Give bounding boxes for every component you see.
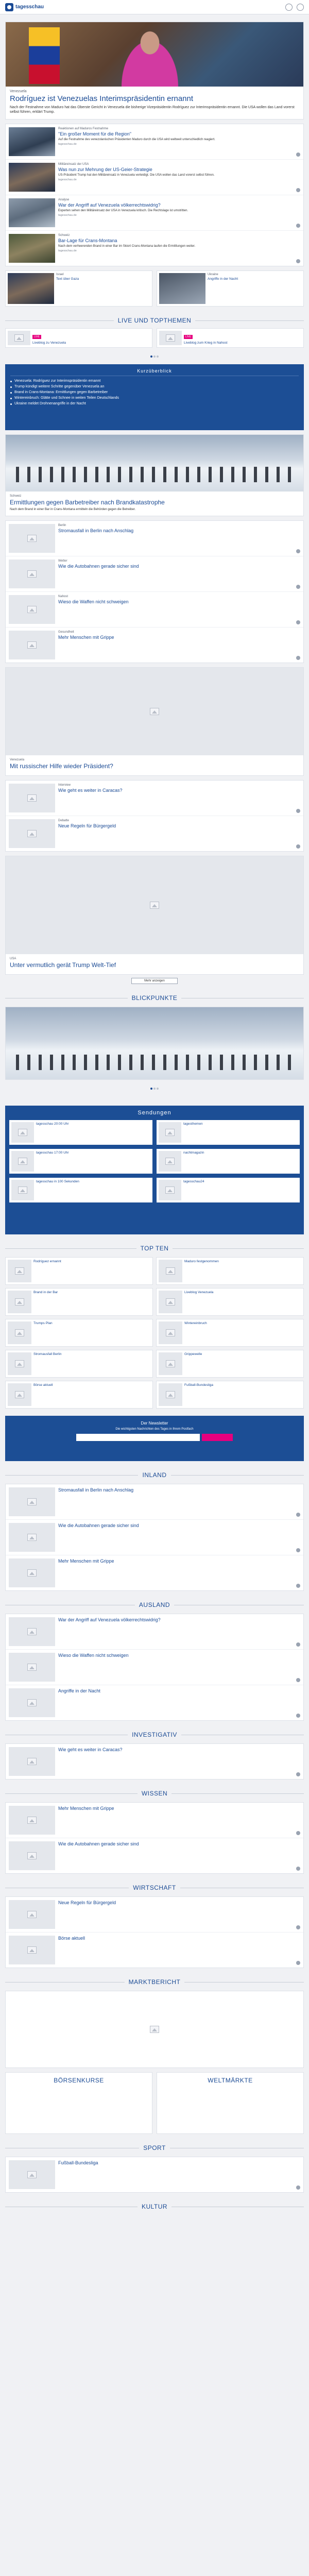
thumbnail (9, 198, 55, 227)
more-list (5, 780, 304, 852)
topten-card[interactable] (156, 1288, 304, 1316)
thumbnail (9, 234, 55, 263)
topten-title[interactable]: Wintereinbruch (184, 1321, 207, 1325)
topten-title[interactable]: Liveblog Venezuela (184, 1290, 214, 1294)
share-icon[interactable] (296, 1961, 300, 1965)
section-header-markt: MARKTBERICHT (0, 1977, 309, 1987)
sendung-title[interactable]: nachtmagazin (183, 1150, 204, 1155)
section-header-topten: TOP TEN (0, 1244, 309, 1253)
thumbnail (8, 331, 30, 345)
thumbnail (9, 1653, 55, 1682)
section-header-ausland: AUSLAND (0, 1600, 309, 1609)
list-item[interactable] (6, 124, 303, 160)
sendung-card[interactable] (9, 1120, 152, 1145)
logo[interactable] (5, 3, 44, 11)
item-kicker: Schweiz (58, 233, 70, 237)
list-item[interactable] (6, 1897, 303, 1933)
logo-icon (5, 3, 13, 11)
search-icon[interactable] (285, 4, 293, 11)
share-icon[interactable] (296, 2185, 300, 2190)
thumbnail (9, 1558, 55, 1587)
thumbnail (9, 1841, 55, 1870)
thumbnail (9, 1487, 55, 1516)
sendung-card[interactable] (157, 1149, 300, 1174)
article-image (6, 1007, 303, 1079)
topten-card[interactable] (5, 1319, 153, 1347)
topten-title[interactable]: Rodríguez ernannt (33, 1259, 61, 1263)
small-pair (5, 270, 304, 307)
item-title[interactable]: Wie die Autobahnen gerade sicher sind (58, 563, 139, 569)
thumbnail (9, 1523, 55, 1552)
brief-item[interactable]: Trump kündigt weitere Schritte gegenüber Venezuela an (10, 385, 299, 388)
thumbnail (8, 1291, 31, 1313)
list-item[interactable] (6, 1484, 303, 1520)
big-article[interactable] (5, 667, 304, 776)
thumbnail (8, 1383, 31, 1406)
thumbnail (11, 1122, 34, 1143)
topten-title[interactable]: Börse aktuell (33, 1383, 53, 1387)
list-item[interactable] (6, 816, 303, 851)
newsletter-submit-button[interactable] (202, 1434, 233, 1441)
item-title[interactable]: War der Angriff auf Venezuela völkerrechtswidrig? (58, 202, 161, 208)
item-kicker: USA (10, 957, 16, 960)
item-title[interactable]: "Ein großer Moment für die Region" (58, 131, 131, 137)
item-text: Auf die Festnahme des venezolanischen Präsidenten Maduro durch die USA wird weltweit unterschiedlich reagiert. (58, 138, 215, 141)
section-header-kultur: KULTUR (0, 2202, 309, 2211)
item-kicker: Reaktionen auf Maduros Festnahme (58, 127, 109, 130)
thumbnail (9, 2160, 55, 2189)
list-item[interactable] (6, 1614, 303, 1650)
wissen-list (5, 1802, 304, 1874)
thumbnail (11, 1180, 34, 1200)
thumbnail (8, 273, 54, 304)
item-title[interactable]: Mehr Menschen mit Grippe (58, 1805, 114, 1811)
item-title[interactable]: Börse aktuell (58, 1935, 85, 1941)
list-item[interactable] (6, 592, 303, 628)
brief-item[interactable]: Brand in Crans-Montana: Ermittlungen gegen Barbetreiber (10, 391, 299, 394)
item-title[interactable]: Neue Regeln für Bürgergeld (58, 1900, 116, 1905)
sendung-card[interactable] (9, 1178, 152, 1202)
item-title[interactable]: Unter vermutlich gerät Trump Welt-Tief (10, 961, 116, 969)
share-icon[interactable] (296, 549, 300, 553)
weltmaerkte-box[interactable]: WELTMÄRKTE (157, 2072, 304, 2134)
list-item[interactable] (6, 195, 303, 231)
item-title[interactable]: Mehr Menschen mit Grippe (58, 1558, 114, 1564)
item-title[interactable]: Wie die Autobahnen gerade sicher sind (58, 1841, 139, 1846)
article-image (6, 435, 303, 492)
item-kicker: Venezuela (10, 758, 25, 761)
item-kicker: Gesundheit (58, 630, 74, 634)
section-header-investigativ: INVESTIGATIV (0, 1730, 309, 1739)
item-kicker: Ukraine (208, 273, 218, 276)
thumbnail (9, 1936, 55, 1964)
thumbnail (8, 1352, 31, 1375)
logo-text: tagesschau (15, 4, 44, 10)
brief-box (5, 364, 304, 430)
menu-icon[interactable] (297, 4, 304, 11)
brief-title: Kurzüberblick (10, 368, 299, 376)
flag-image (29, 27, 60, 84)
wirtschaft-list (5, 1896, 304, 1968)
item-title[interactable]: Angriffe in der Nacht (58, 1688, 100, 1693)
hero-image (6, 22, 303, 87)
topten-card[interactable] (5, 1381, 153, 1409)
sendungen-title: Sendungen (138, 1109, 171, 1116)
item-kicker: Berlin (58, 523, 66, 527)
list-item[interactable] (6, 1933, 303, 1968)
topten-title[interactable]: Stromausfall Berlin (33, 1352, 62, 1356)
more-button[interactable]: Mehr anzeigen (131, 978, 178, 984)
item-title[interactable]: Wie geht es weiter in Caracas? (58, 787, 123, 793)
thumbnail (159, 331, 182, 345)
share-icon[interactable] (296, 585, 300, 589)
thumbnail (9, 1900, 55, 1929)
list-item[interactable] (6, 521, 303, 556)
live-badge: LIVE (184, 335, 193, 339)
list-item[interactable] (6, 1803, 303, 1838)
item-title[interactable]: Stromausfall in Berlin nach Anschlag (58, 1487, 134, 1493)
brief-item[interactable]: Venezuela: Rodríguez zur Interimspräsidentin ernannt (10, 379, 299, 383)
mid-list (5, 520, 304, 663)
topten-title[interactable]: Brand in der Bar (33, 1290, 58, 1294)
carousel-dots[interactable] (0, 1083, 309, 1092)
topten-title[interactable]: Maduro festgenommen (184, 1259, 219, 1263)
share-icon[interactable] (296, 1714, 300, 1718)
brief-item[interactable]: Wintereinbruch: Glätte und Schnee in weiten Teilen Deutschlands (10, 396, 299, 400)
list-item[interactable] (6, 1650, 303, 1685)
sendung-card[interactable] (157, 1120, 300, 1145)
thumbnail (159, 1352, 182, 1375)
ausland-list (5, 1614, 304, 1721)
market-chart[interactable] (5, 1991, 304, 2068)
small-card[interactable] (5, 270, 152, 307)
item-kicker: Israel (56, 273, 64, 276)
list-item[interactable] (6, 1685, 303, 1720)
share-icon[interactable] (296, 1584, 300, 1588)
list-item[interactable] (6, 2157, 303, 2192)
live-carousel (5, 328, 304, 348)
thumbnail (9, 595, 55, 624)
thumbnail (159, 1260, 182, 1282)
investigativ-list (5, 1743, 304, 1780)
thumbnail (159, 273, 205, 304)
share-icon[interactable] (296, 1513, 300, 1517)
live-card[interactable] (5, 328, 152, 348)
share-icon[interactable] (296, 1867, 300, 1871)
item-kicker: Militäreinsatz der USA (58, 162, 89, 166)
live-card[interactable] (157, 328, 304, 348)
topten-grid (5, 1257, 304, 1409)
newsletter-box (5, 1416, 304, 1461)
share-icon[interactable] (296, 620, 300, 624)
item-kicker: Debatte (58, 819, 70, 822)
item-title[interactable]: Mehr Menschen mit Grippe (58, 634, 114, 640)
list-item[interactable] (6, 556, 303, 592)
article-image (6, 668, 303, 755)
item-title[interactable]: War der Angriff auf Venezuela völkerrechtswidrig? (58, 1617, 161, 1622)
item-text: US-Präsident Trump hat den Militäreinsatz in Venezuela verteidigt. Die USA wollen das Land vorerst selbst führen. (58, 173, 215, 177)
thumbnail (159, 1321, 182, 1344)
share-icon[interactable] (296, 1548, 300, 1552)
item-title[interactable]: Wieso die Waffen nicht schweigen (58, 1652, 129, 1658)
item-meta: tagesschau.de (58, 213, 77, 217)
topten-card[interactable] (5, 1350, 153, 1378)
thumbnail (159, 1383, 182, 1406)
item-kicker: Interview (58, 783, 71, 787)
sendung-title[interactable]: tagesschau in 100 Sekunden (36, 1179, 79, 1183)
person-image (114, 28, 186, 87)
item-meta: tagesschau.de (58, 178, 77, 181)
big-article[interactable] (5, 434, 304, 516)
thumbnail (9, 784, 55, 812)
share-icon[interactable] (296, 224, 300, 228)
thumbnail (9, 1688, 55, 1717)
share-icon[interactable] (296, 1772, 300, 1776)
topten-card[interactable] (5, 1288, 153, 1316)
list-item[interactable] (6, 160, 303, 195)
item-title[interactable]: Was nun zur Mehrung der US-Geier-Strategie (58, 166, 152, 172)
hero-text: Nach der Festnahme von Maduro hat das Oberste Gericht in Venezuela die bisherige Vizepräsidentin Rodríguez zur Interimspräsidentin ernannt. Die USA wollen das Land vorerst selbst führen, erklärt Trump. (10, 106, 295, 114)
item-kicker: Analyse (58, 198, 70, 201)
sendung-title[interactable]: tagesschau24 (183, 1179, 204, 1183)
thumbnail (159, 1151, 181, 1172)
item-title[interactable]: Bar-Lage für Crans-Montana (58, 238, 117, 243)
item-meta: tagesschau.de (58, 249, 77, 252)
exchange-boxes (5, 2072, 304, 2134)
item-text: Nach dem Brand in einer Bar in Crans-Montana ermitteln die Behörden gegen die Betreiber. (10, 507, 136, 511)
topten-card[interactable] (5, 1257, 153, 1285)
sendung-title[interactable]: tagesschau 17:00 Uhr (36, 1150, 69, 1155)
thumbnail (9, 1747, 55, 1776)
thumbnail (8, 1321, 31, 1344)
sport-list (5, 2157, 304, 2193)
sendung-card[interactable] (157, 1178, 300, 1202)
hero-article[interactable] (5, 22, 304, 120)
sendungen-box (5, 1106, 304, 1234)
thumbnail (9, 560, 55, 588)
thumbnail (8, 1260, 31, 1282)
item-text: Nach dem verheerenden Brand in einer Bar im Skiort Crans-Montana laufen die Ermittlungen weiter. (58, 244, 196, 248)
topten-title[interactable]: Fußball-Bundesliga (184, 1383, 214, 1387)
small-card[interactable] (157, 270, 304, 307)
thumbnail (9, 127, 55, 156)
big-article[interactable] (5, 856, 304, 975)
share-icon[interactable] (296, 809, 300, 813)
share-icon[interactable] (296, 1678, 300, 1682)
list-item[interactable] (6, 628, 303, 663)
thumbnail (9, 819, 55, 848)
sendung-title[interactable]: tagesthemen (183, 1122, 203, 1126)
topten-card[interactable] (156, 1350, 304, 1378)
list-item[interactable] (6, 1744, 303, 1779)
topten-card[interactable] (156, 1319, 304, 1347)
blickpunkt-article[interactable] (5, 1007, 304, 1080)
hero-kicker: Venezuela (10, 90, 27, 93)
share-icon[interactable] (296, 1642, 300, 1647)
live-badge: LIVE (32, 335, 41, 339)
section-header-wirtschaft: WIRTSCHAFT (0, 1883, 309, 1892)
item-text: Experten sehen den Militäreinsatz der USA in Venezuela kritisch. Die Rechtslage ist umstritten. (58, 209, 188, 212)
item-meta: tagesschau.de (58, 142, 77, 146)
share-icon[interactable] (296, 1831, 300, 1835)
thumbnail (9, 1806, 55, 1835)
topten-card[interactable] (156, 1257, 304, 1285)
item-title[interactable]: Wie die Autobahnen gerade sicher sind (58, 1522, 139, 1528)
thumbnail (159, 1291, 182, 1313)
item-title[interactable]: Neue Regeln für Bürgergeld (58, 823, 116, 828)
share-icon[interactable] (296, 188, 300, 192)
list-item[interactable] (6, 1838, 303, 1873)
inland-list (5, 1484, 304, 1591)
item-title[interactable]: Wieso die Waffen nicht schweigen (58, 599, 129, 604)
item-title[interactable]: Angriffe in der Nacht (208, 277, 238, 281)
thumbnail (9, 1617, 55, 1646)
thumbnail (11, 1151, 34, 1172)
carousel-dots[interactable] (0, 351, 309, 360)
item-kicker: Wetter (58, 559, 67, 563)
share-icon[interactable] (296, 844, 300, 849)
share-icon[interactable] (296, 152, 300, 157)
section-header-live: LIVE UND TOPTHEMEN (0, 316, 309, 325)
newsletter-email-input[interactable] (76, 1434, 200, 1441)
thumbnail (159, 1122, 181, 1143)
lead-list (5, 124, 304, 266)
sendung-card[interactable] (9, 1149, 152, 1174)
topten-title[interactable]: Trumps Plan (33, 1321, 53, 1325)
item-title[interactable]: Wie geht es weiter in Caracas? (58, 1747, 123, 1752)
share-icon[interactable] (296, 1925, 300, 1929)
item-title[interactable]: Ermittlungen gegen Barbetreiber nach Brandkatastrophe (10, 498, 165, 506)
item-kicker: Nahost (58, 595, 68, 598)
hero-title[interactable]: Rodríguez ist Venezuelas Interimspräsidentin ernannt (10, 94, 194, 103)
topten-title[interactable]: Grippewelle (184, 1352, 202, 1356)
topten-card[interactable] (156, 1381, 304, 1409)
thumbnail (9, 163, 55, 192)
thumbnail (9, 631, 55, 659)
share-icon[interactable] (296, 656, 300, 660)
item-kicker: Schweiz (10, 494, 22, 498)
item-title[interactable]: Mit russischer Hilfe wieder Präsident? (10, 762, 113, 770)
list-item[interactable] (6, 781, 303, 816)
list-item[interactable] (6, 1520, 303, 1555)
section-header-sport: SPORT (0, 2143, 309, 2153)
newsletter-text: Die wichtigsten Nachrichten des Tages in Ihrem Postfach (115, 1427, 194, 1431)
item-title[interactable]: Stromausfall in Berlin nach Anschlag (58, 528, 134, 533)
sendung-title[interactable]: tagesschau 20:00 Uhr (36, 1122, 69, 1126)
top-bar (0, 0, 309, 14)
boerse-box[interactable]: BÖRSENKURSE (5, 2072, 152, 2134)
live-title[interactable]: Liveblog zu Venezuela (32, 341, 66, 345)
section-header-wissen: WISSEN (0, 1789, 309, 1798)
item-title[interactable]: Text über Gaza (56, 277, 79, 281)
newsletter-title: Der Newsletter (141, 1420, 168, 1426)
thumbnail (9, 524, 55, 553)
brief-item[interactable]: Ukraine meldet Drohnenangriffe in der Nacht (10, 402, 299, 405)
item-title[interactable]: Fußball-Bundesliga (58, 2160, 98, 2165)
list-item[interactable] (6, 1555, 303, 1590)
thumbnail (159, 1180, 181, 1200)
section-header-blickpunkte: BLICKPUNKTE (0, 993, 309, 1003)
list-item[interactable] (6, 231, 303, 266)
share-icon[interactable] (296, 259, 300, 263)
section-header-inland: INLAND (0, 1470, 309, 1480)
article-image (6, 856, 303, 954)
live-title[interactable]: Liveblog zum Krieg in Nahost (184, 341, 228, 345)
